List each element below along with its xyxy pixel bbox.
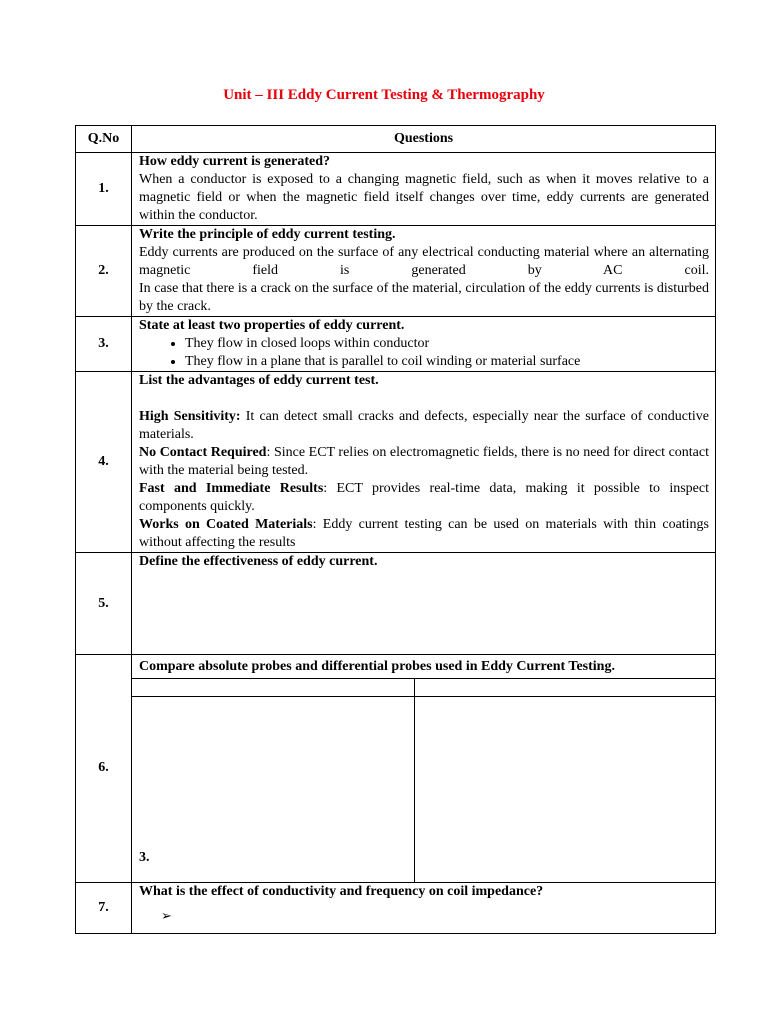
question-number: 3. [76, 317, 132, 372]
arrow-bullet-icon: ➢ [161, 907, 172, 923]
comparison-body-cell [414, 697, 716, 882]
question-number: 4. [76, 372, 132, 553]
question-text: List the advantages of eddy current test. [139, 373, 379, 388]
item-term: Works on Coated Materials [139, 517, 313, 532]
question-text: What is the effect of conductivity and frequency on coil impedance? [139, 883, 544, 899]
table-row [76, 226, 716, 317]
table-row [76, 317, 716, 372]
comparison-header-cell [414, 679, 716, 697]
bullet-list [139, 335, 709, 371]
question-cell [132, 882, 716, 933]
item-text: : Since ECT relies on electromagnetic fields, there is no need for direct contact with the material being tested. [139, 445, 710, 478]
list-number: 3. [139, 849, 150, 865]
list-item [139, 408, 709, 444]
question-text: Define the effectiveness of eddy current. [139, 554, 378, 569]
table-header-row [76, 126, 716, 153]
comparison-table [132, 678, 716, 882]
page-title: Unit – III Eddy Current Testing & Thermography [223, 87, 545, 103]
question-number: 2. [76, 226, 132, 317]
qno-header: Q.No [76, 126, 132, 153]
question-number: 5. [76, 553, 132, 655]
answer-text: Eddy currents are produced on the surface of any electrical conducting material where an alternating magnetic field is generated by AC coil. [139, 245, 709, 278]
questions-header: Questions [132, 126, 716, 153]
comparison-body-row [132, 697, 716, 882]
question-number: 6. [76, 655, 132, 883]
list-item: • They flow in a plane that is parallel to coil winding or material surface [185, 353, 709, 371]
table-row [76, 655, 716, 883]
question-table [75, 125, 716, 934]
table-row [76, 372, 716, 553]
table-row [76, 882, 716, 933]
question-text: How eddy current is generated? [139, 154, 331, 169]
question-number: 1. [76, 153, 132, 226]
question-cell [132, 553, 716, 655]
list-item: • They flow in closed loops within conductor [185, 335, 709, 353]
comparison-header-cell [132, 679, 414, 697]
comparison-body-cell [132, 697, 414, 882]
question-cell [132, 372, 716, 553]
item-text: : ECT provides real-time data, making it possible to inspect components quickly. [139, 481, 709, 514]
question-cell [132, 655, 716, 883]
list-item [139, 480, 709, 516]
comparison-header-row [132, 679, 716, 697]
item-term: High Sensitivity: [139, 409, 241, 424]
question-text: State at least two properties of eddy current. [139, 318, 405, 333]
question-cell [132, 317, 716, 372]
list-item [139, 444, 709, 480]
item-term: No Contact Required [139, 445, 267, 460]
answer-text: In case that there is a crack on the surface of the material, circulation of the eddy currents is disturbed by the crack. [139, 281, 709, 314]
item-text: : Eddy current testing can be used on materials with thin coatings without affecting the results [139, 517, 710, 550]
question-text: Write the principle of eddy current testing. [139, 227, 396, 242]
item-text: It can detect small cracks and defects, especially near the surface of conductive materials. [139, 409, 709, 442]
question-text: Compare absolute probes and differential probes used in Eddy Current Testing. [139, 659, 615, 674]
question-number: 7. [76, 882, 132, 933]
answer-text: When a conductor is exposed to a changing magnetic field, such as when it moves relative to a magnetic field or when the magnetic field itself changes over time, eddy currents are generated within the conductor. [139, 172, 709, 223]
table-row [76, 153, 716, 226]
table-row [76, 553, 716, 655]
list-item [139, 516, 709, 552]
question-cell [132, 226, 716, 317]
item-term: Fast and Immediate Results [139, 481, 324, 496]
question-cell [132, 153, 716, 226]
